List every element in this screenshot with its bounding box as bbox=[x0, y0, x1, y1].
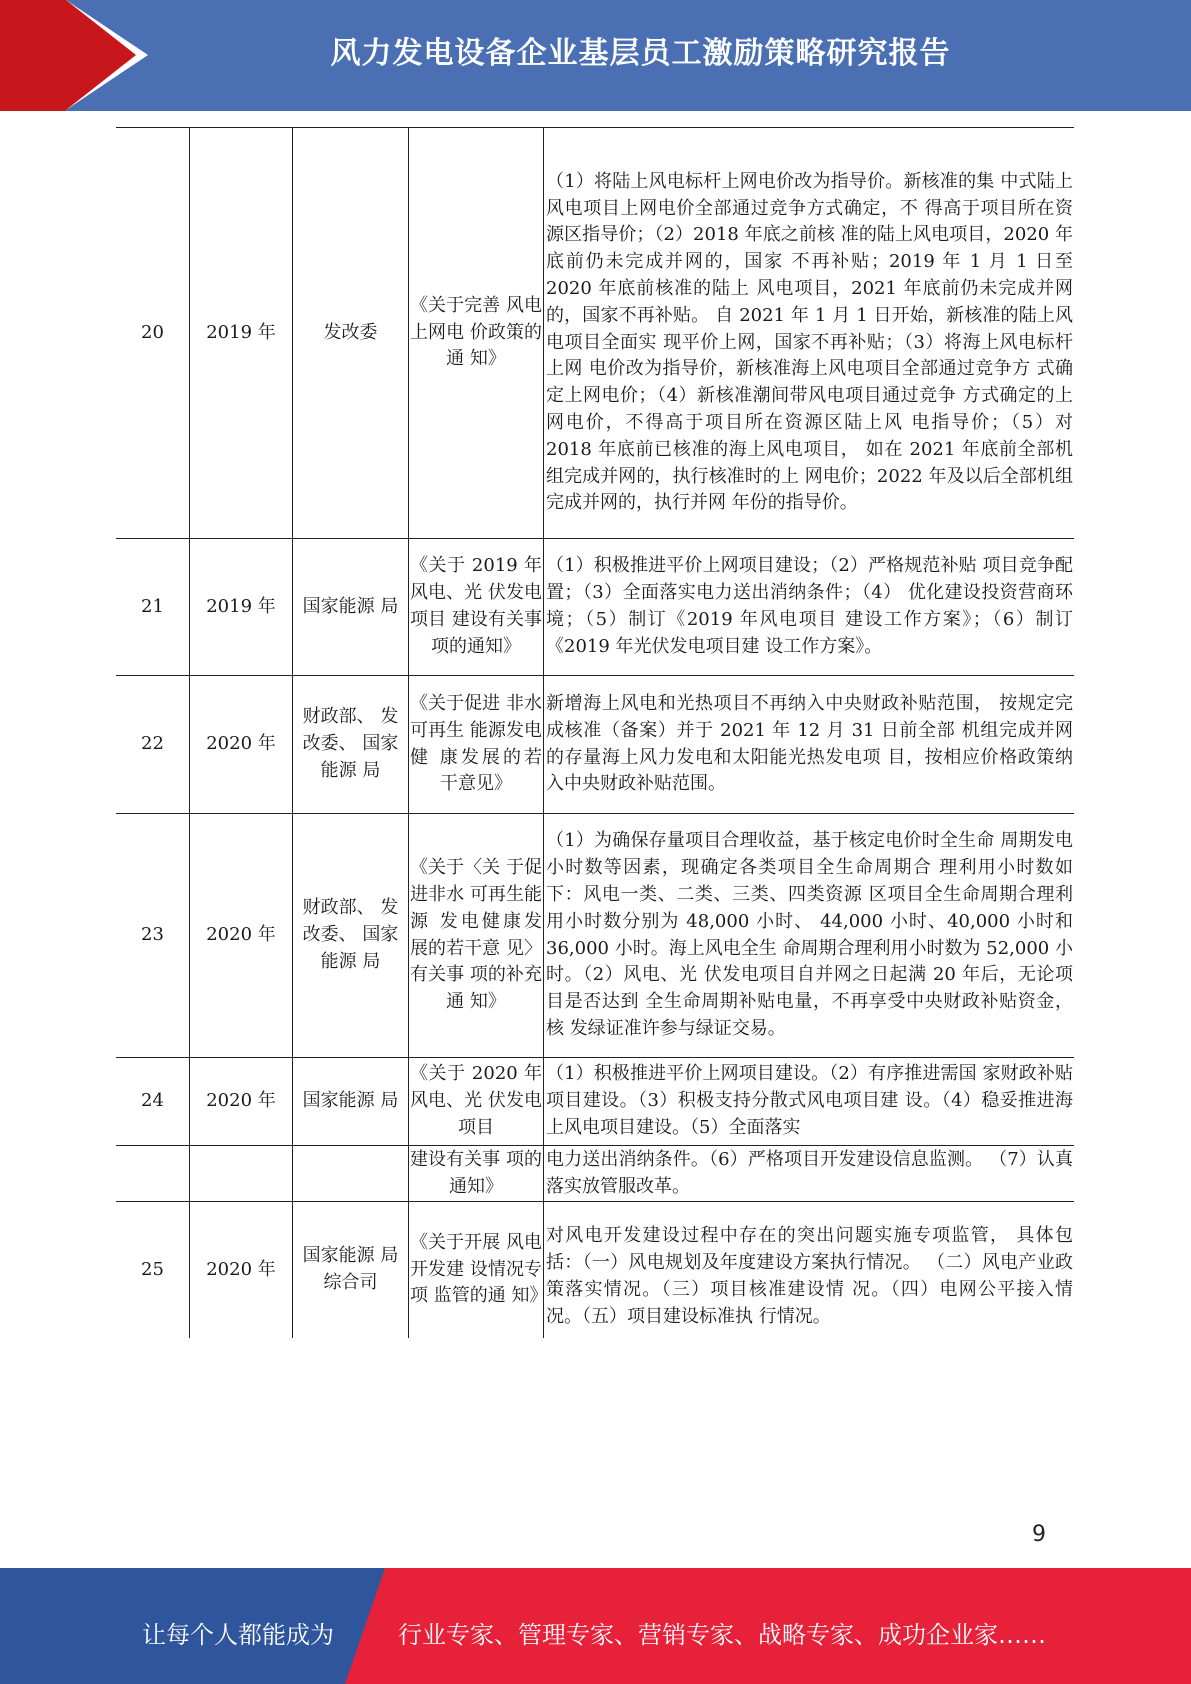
content-text: （1）将陆上风电标杆上网电价改为指导价。新核准的集 中式陆上风电项目上网电价全部通过竞争方式确定，不 得高于项目所在资源区指导价；（2）2018 年底之前核 准的陆上风电项目，2020 年底前仍未完成并网的，国家 不再补贴；2019 年 1 月 1 日至 2020 年底前核准的陆上 风电项目，2021 年底前仍未完成并网的，国家不再补贴。 自 2021 年 1 月 1 日开始，新核准的陆上风电项目全面实 现平价上网，国家不再补贴；（3）将海上风电标杆上网 电价改为指导价，新核准海上风电项目全部通过竞争方 式确定上网电价；（4）新核准潮间带风电项目通过竞争 方式确定的上网电价，不得高于项目所在资源区陆上风 电指导价；（5）对 2018 年底前已核准的海上风电项目， 如在 2021 年底前全部机组完成并网的，执行核准时的上 网电价；2022 年及以后全部机组完成并网的，执行并网 年份的指导价。 bbox=[546, 170, 1073, 514]
footer-blue-slant bbox=[345, 1568, 385, 1684]
cell-year bbox=[190, 1146, 293, 1201]
cell-no: 21 bbox=[116, 539, 190, 675]
cell-no: 24 bbox=[116, 1058, 190, 1145]
cell-content bbox=[544, 1146, 1074, 1201]
cell-year: 2020 年 bbox=[190, 676, 293, 813]
footer-slogan-left: 让每个人都能成为 bbox=[142, 1621, 334, 1649]
cell-content bbox=[544, 539, 1074, 675]
doc-text: 《关于〈关 于促进非水 可再生能源 发电健康发 展的若干意 见〉有关事 项的补充通 知》 bbox=[410, 857, 542, 1013]
doc-text: 《关于 2019 年风电、光 伏发电项目 建设有关事 项的通知》 bbox=[410, 555, 542, 657]
report-title: 风力发电设备企业基层员工激励策略研究报告 bbox=[330, 36, 951, 71]
cell-doc bbox=[409, 814, 544, 1057]
cell-no: 23 bbox=[116, 814, 190, 1057]
cell-dept: 国家能源 局 bbox=[293, 1058, 409, 1145]
cell-doc bbox=[409, 539, 544, 675]
footer-slogan-right: 行业专家、管理专家、营销专家、战略专家、成功企业家…… bbox=[398, 1621, 1046, 1649]
content-text: （1）积极推进平价上网项目建设；（2）严格规范补贴 项目竞争配置；（3）全面落实电力送出消纳条件；（4） 优化建设投资营商环境；（5）制订《2019 年风电项目 建设工作方案》；（6）制订《2019 年光伏发电项目建 设工作方案》。 bbox=[546, 555, 1073, 657]
cell-content bbox=[544, 128, 1074, 538]
cell-year: 2019 年 bbox=[190, 539, 293, 675]
cell-no: 22 bbox=[116, 676, 190, 813]
page-number: 9 bbox=[1032, 1522, 1046, 1547]
cell-dept: 发改委 bbox=[293, 128, 409, 538]
content-text: 新增海上风电和光热项目不再纳入中央财政补贴范围， 按规定完成核准（备案）并于 2021 年 12 月 31 日前全部 机组完成并网的存量海上风力发电和太阳能光热发电项 目，按相应价格政策纳入中央财政补贴范围。 bbox=[546, 692, 1073, 795]
table-row bbox=[116, 1201, 1074, 1338]
cell-content bbox=[544, 1202, 1074, 1338]
cell-dept: 国家能源 局综合司 bbox=[293, 1202, 409, 1338]
doc-text: 《关于完善 风电上网电 价政策的通 知》 bbox=[410, 294, 542, 370]
cell-doc bbox=[409, 1202, 548, 1338]
cell-content bbox=[544, 1058, 1074, 1145]
table-row bbox=[116, 538, 1074, 675]
content-text: （1）积极推进平价上网项目建设。（2）有序推进需国 家财政补贴项目建设。（3）积极支持分散式风电项目建 设。（4）稳妥推进海上风电项目建设。（5）全面落实 bbox=[546, 1063, 1073, 1138]
cell-no: 20 bbox=[116, 128, 190, 538]
cell-dept: 财政部、 发改委、 国家能源 局 bbox=[293, 676, 409, 813]
cell-doc bbox=[409, 1058, 544, 1145]
cell-dept: 国家能源 局 bbox=[293, 539, 409, 675]
table-row bbox=[116, 813, 1074, 1057]
cell-doc bbox=[409, 1146, 544, 1201]
content-text: （1）为确保存量项目合理收益，基于核定电价时全生命 周期发电小时数等因素，现确定各类项目全生命周期合 理利用小时数如下：风电一类、二类、三类、四类资源 区项目全生命周期合理利用小时数分别为 48,000 小时、 44,000 小时、40,000 小时和 36,000 小时。海上风电全生 命周期合理利用小时数为 52,000 小时。（2）风电、光 伏发电项目自并网之日起满 20 年后，无论项目是否达到 全生命周期补贴电量，不再享受中央财政补贴资金，核 发绿证准许参与绿证交易。 bbox=[546, 830, 1073, 1039]
table-row bbox=[116, 1057, 1074, 1145]
page-header bbox=[0, 0, 1191, 111]
table-row bbox=[116, 675, 1074, 813]
cell-content bbox=[544, 814, 1074, 1057]
cell-year: 2020 年 bbox=[190, 814, 293, 1057]
cell-year: 2020 年 bbox=[190, 1202, 293, 1338]
content-text: 对风电开发建设过程中存在的突出问题实施专项监管， 具体包括：（一）风电规划及年度建设方案执行情况。 （二）风电产业政策落实情况。（三）项目核准建设情 况。（四）电网公平接入情况。（五）项目建设标准执 行情况。 bbox=[546, 1225, 1073, 1327]
cell-year: 2019 年 bbox=[190, 128, 293, 538]
cell-dept bbox=[293, 1146, 409, 1201]
doc-text: 《关于促进 非水可再生 能源发电健 康发展的若 干意见》 bbox=[410, 692, 542, 795]
doc-text: 《关于 2020 年风电、光 伏发电项目 bbox=[410, 1063, 542, 1138]
table-row bbox=[116, 1145, 1074, 1201]
table-row bbox=[116, 127, 1074, 538]
cell-content bbox=[544, 676, 1074, 813]
cell-dept: 财政部、 发改委、 国家能源 局 bbox=[293, 814, 409, 1057]
cell-year: 2020 年 bbox=[190, 1058, 293, 1145]
doc-text: 《关于开展 风电开发建 设情况专项 监管的通 知》 bbox=[410, 1231, 548, 1307]
cell-no: 25 bbox=[116, 1202, 190, 1338]
policy-table bbox=[116, 127, 1074, 1338]
content-text: 电力送出消纳条件。（6）严格项目开发建设信息监测。 （7）认真落实放管服改革。 bbox=[546, 1148, 1073, 1197]
doc-text: 建设有关事 项的通知》 bbox=[410, 1148, 542, 1197]
page-footer bbox=[0, 1568, 1191, 1684]
cell-no bbox=[116, 1146, 190, 1201]
cell-doc bbox=[409, 128, 544, 538]
cell-doc bbox=[409, 676, 544, 813]
